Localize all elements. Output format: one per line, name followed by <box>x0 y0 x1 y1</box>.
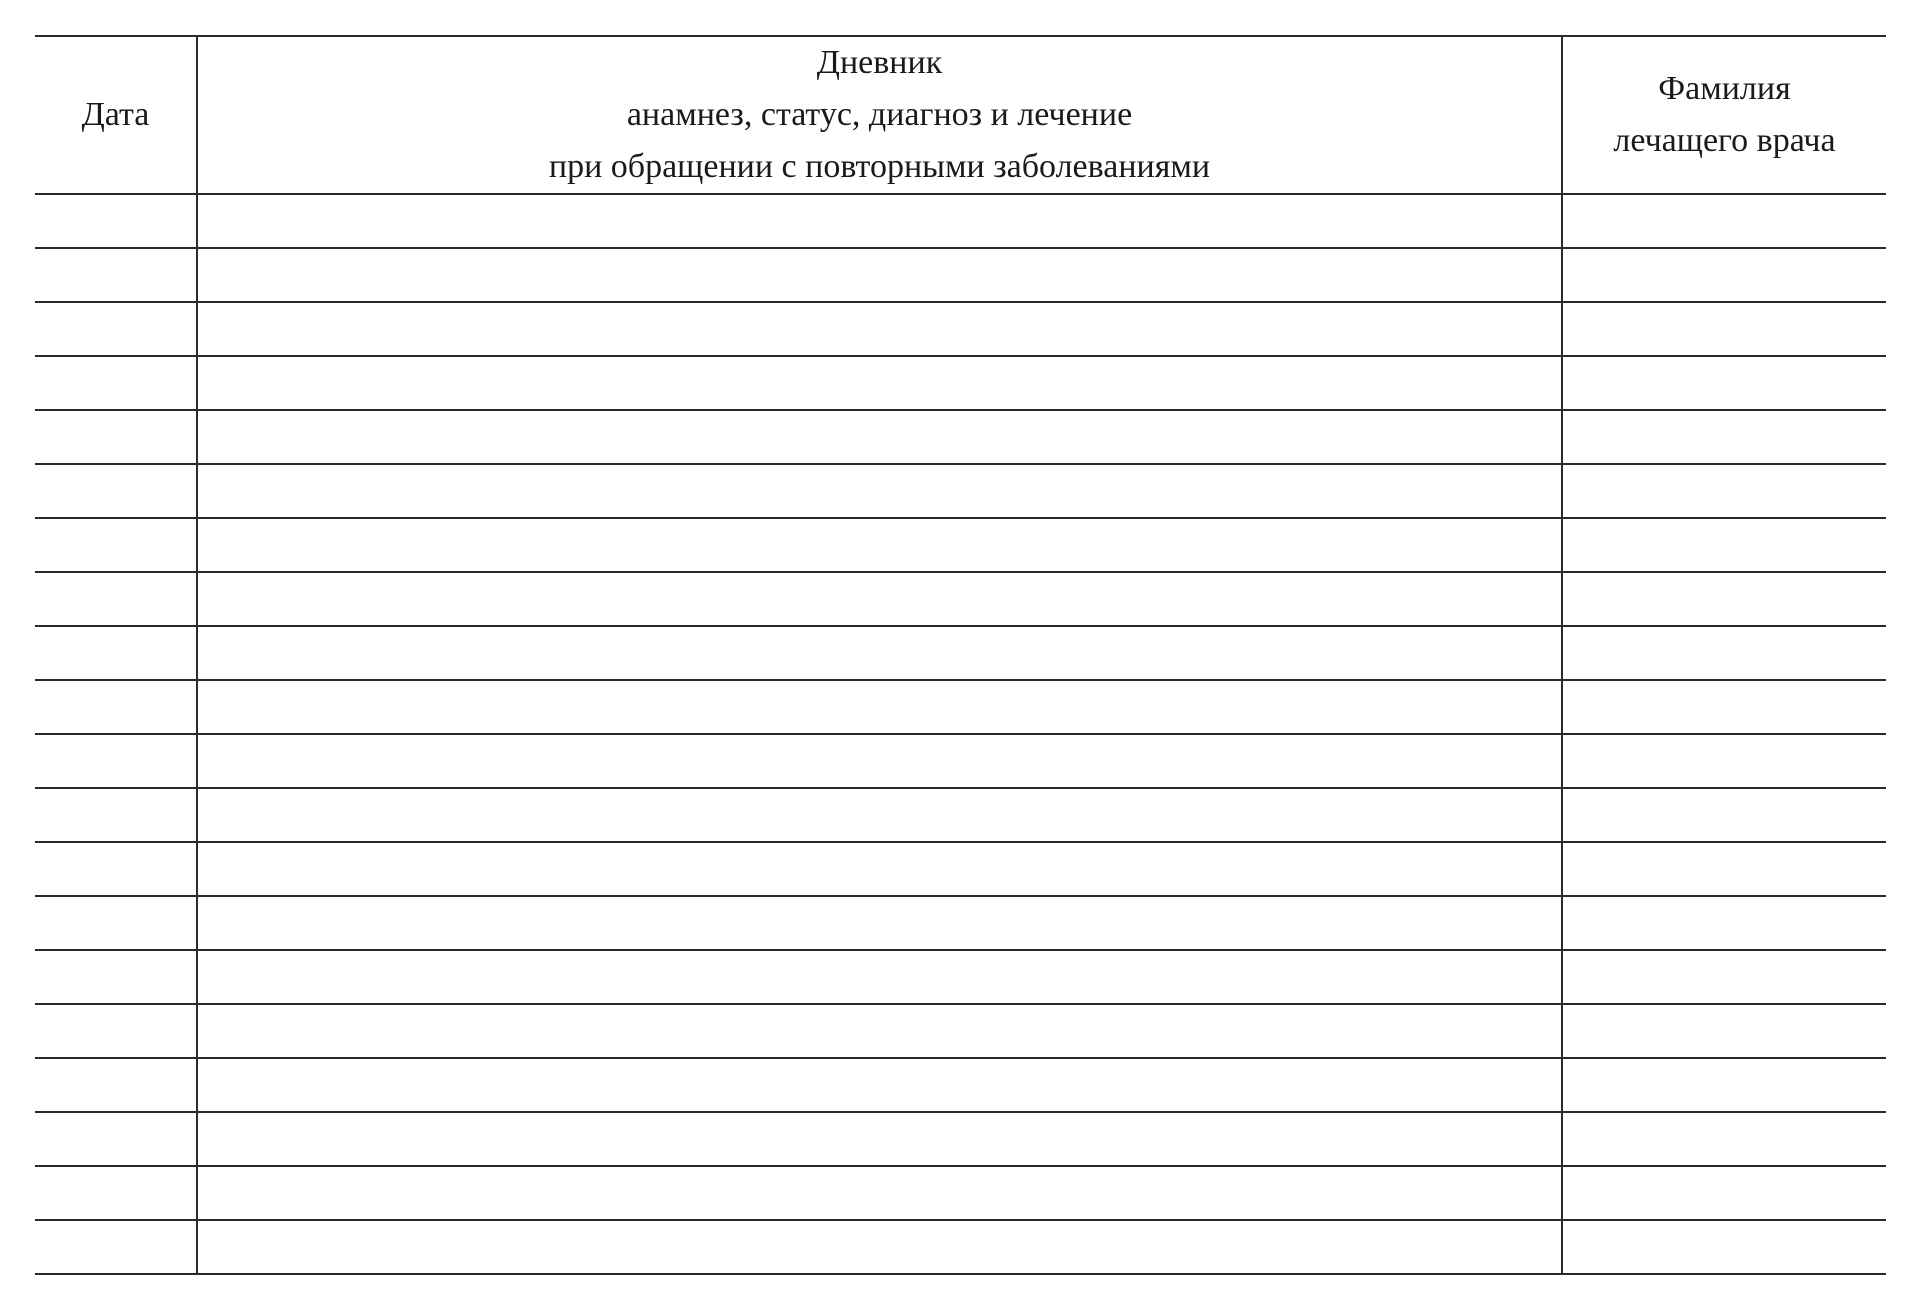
table-row <box>35 302 1886 356</box>
diary-cell <box>197 734 1562 788</box>
date-cell <box>35 1004 197 1058</box>
date-cell <box>35 572 197 626</box>
doctor-cell <box>1562 680 1886 734</box>
doctor-cell <box>1562 194 1886 248</box>
date-cell <box>35 410 197 464</box>
date-cell <box>35 1112 197 1166</box>
date-cell <box>35 1166 197 1220</box>
doctor-cell <box>1562 1220 1886 1274</box>
header-doctor <box>1562 36 1886 194</box>
doctor-cell <box>1562 896 1886 950</box>
date-cell <box>35 788 197 842</box>
diary-cell <box>197 194 1562 248</box>
header-date <box>35 36 197 194</box>
doctor-cell <box>1562 518 1886 572</box>
date-cell <box>35 518 197 572</box>
table-row <box>35 1004 1886 1058</box>
diary-cell <box>197 248 1562 302</box>
date-cell <box>35 194 197 248</box>
diary-cell <box>197 410 1562 464</box>
table-row <box>35 626 1886 680</box>
table-row <box>35 464 1886 518</box>
doctor-cell <box>1562 626 1886 680</box>
date-cell <box>35 950 197 1004</box>
doctor-cell <box>1562 842 1886 896</box>
doctor-cell <box>1562 248 1886 302</box>
date-cell <box>35 1220 197 1274</box>
header-doctor-line1: Фамилия <box>1658 70 1791 107</box>
diary-cell <box>197 1112 1562 1166</box>
header-diary-line1: Дневник <box>816 44 943 81</box>
doctor-cell <box>1562 734 1886 788</box>
date-cell <box>35 680 197 734</box>
date-cell <box>35 1058 197 1112</box>
table-row <box>35 518 1886 572</box>
doctor-cell <box>1562 788 1886 842</box>
table-row <box>35 950 1886 1004</box>
header-diary-line3: при обращении с повторными заболеваниями <box>548 148 1211 185</box>
header-diary <box>197 36 1562 194</box>
doctor-cell <box>1562 410 1886 464</box>
date-cell <box>35 302 197 356</box>
table-row <box>35 410 1886 464</box>
date-cell <box>35 356 197 410</box>
date-cell <box>35 734 197 788</box>
diary-cell <box>197 842 1562 896</box>
header-doctor-line2: лечащего врача <box>1613 122 1836 159</box>
doctor-cell <box>1562 572 1886 626</box>
doctor-cell <box>1562 302 1886 356</box>
diary-cell <box>197 302 1562 356</box>
date-cell <box>35 464 197 518</box>
diary-cell <box>197 896 1562 950</box>
doctor-cell <box>1562 1004 1886 1058</box>
table-row <box>35 194 1886 248</box>
table-row <box>35 788 1886 842</box>
diary-cell <box>197 464 1562 518</box>
header-diary-line2: анамнез, статус, диагноз и лечение <box>626 96 1133 133</box>
diary-form-table <box>35 35 1886 1275</box>
date-cell <box>35 896 197 950</box>
table-row <box>35 572 1886 626</box>
doctor-cell <box>1562 464 1886 518</box>
diary-cell <box>197 680 1562 734</box>
diary-cell <box>197 1004 1562 1058</box>
header-row <box>35 36 1886 194</box>
doctor-cell <box>1562 1166 1886 1220</box>
diary-cell <box>197 572 1562 626</box>
diary-cell <box>197 1058 1562 1112</box>
doctor-cell <box>1562 950 1886 1004</box>
table-row <box>35 1058 1886 1112</box>
diary-cell <box>197 626 1562 680</box>
table-row <box>35 248 1886 302</box>
diary-cell <box>197 950 1562 1004</box>
table-row <box>35 680 1886 734</box>
table-row <box>35 1112 1886 1166</box>
table-row <box>35 1220 1886 1274</box>
date-cell <box>35 626 197 680</box>
doctor-cell <box>1562 356 1886 410</box>
diary-cell <box>197 356 1562 410</box>
doctor-cell <box>1562 1112 1886 1166</box>
table-row <box>35 1166 1886 1220</box>
diary-cell <box>197 518 1562 572</box>
table-row <box>35 842 1886 896</box>
date-cell <box>35 842 197 896</box>
table-row <box>35 356 1886 410</box>
table-row <box>35 734 1886 788</box>
table-body <box>35 194 1886 1274</box>
doctor-cell <box>1562 1058 1886 1112</box>
diary-cell <box>197 1166 1562 1220</box>
table-row <box>35 896 1886 950</box>
header-date-label: Дата <box>81 96 150 133</box>
diary-cell <box>197 788 1562 842</box>
date-cell <box>35 248 197 302</box>
diary-cell <box>197 1220 1562 1274</box>
